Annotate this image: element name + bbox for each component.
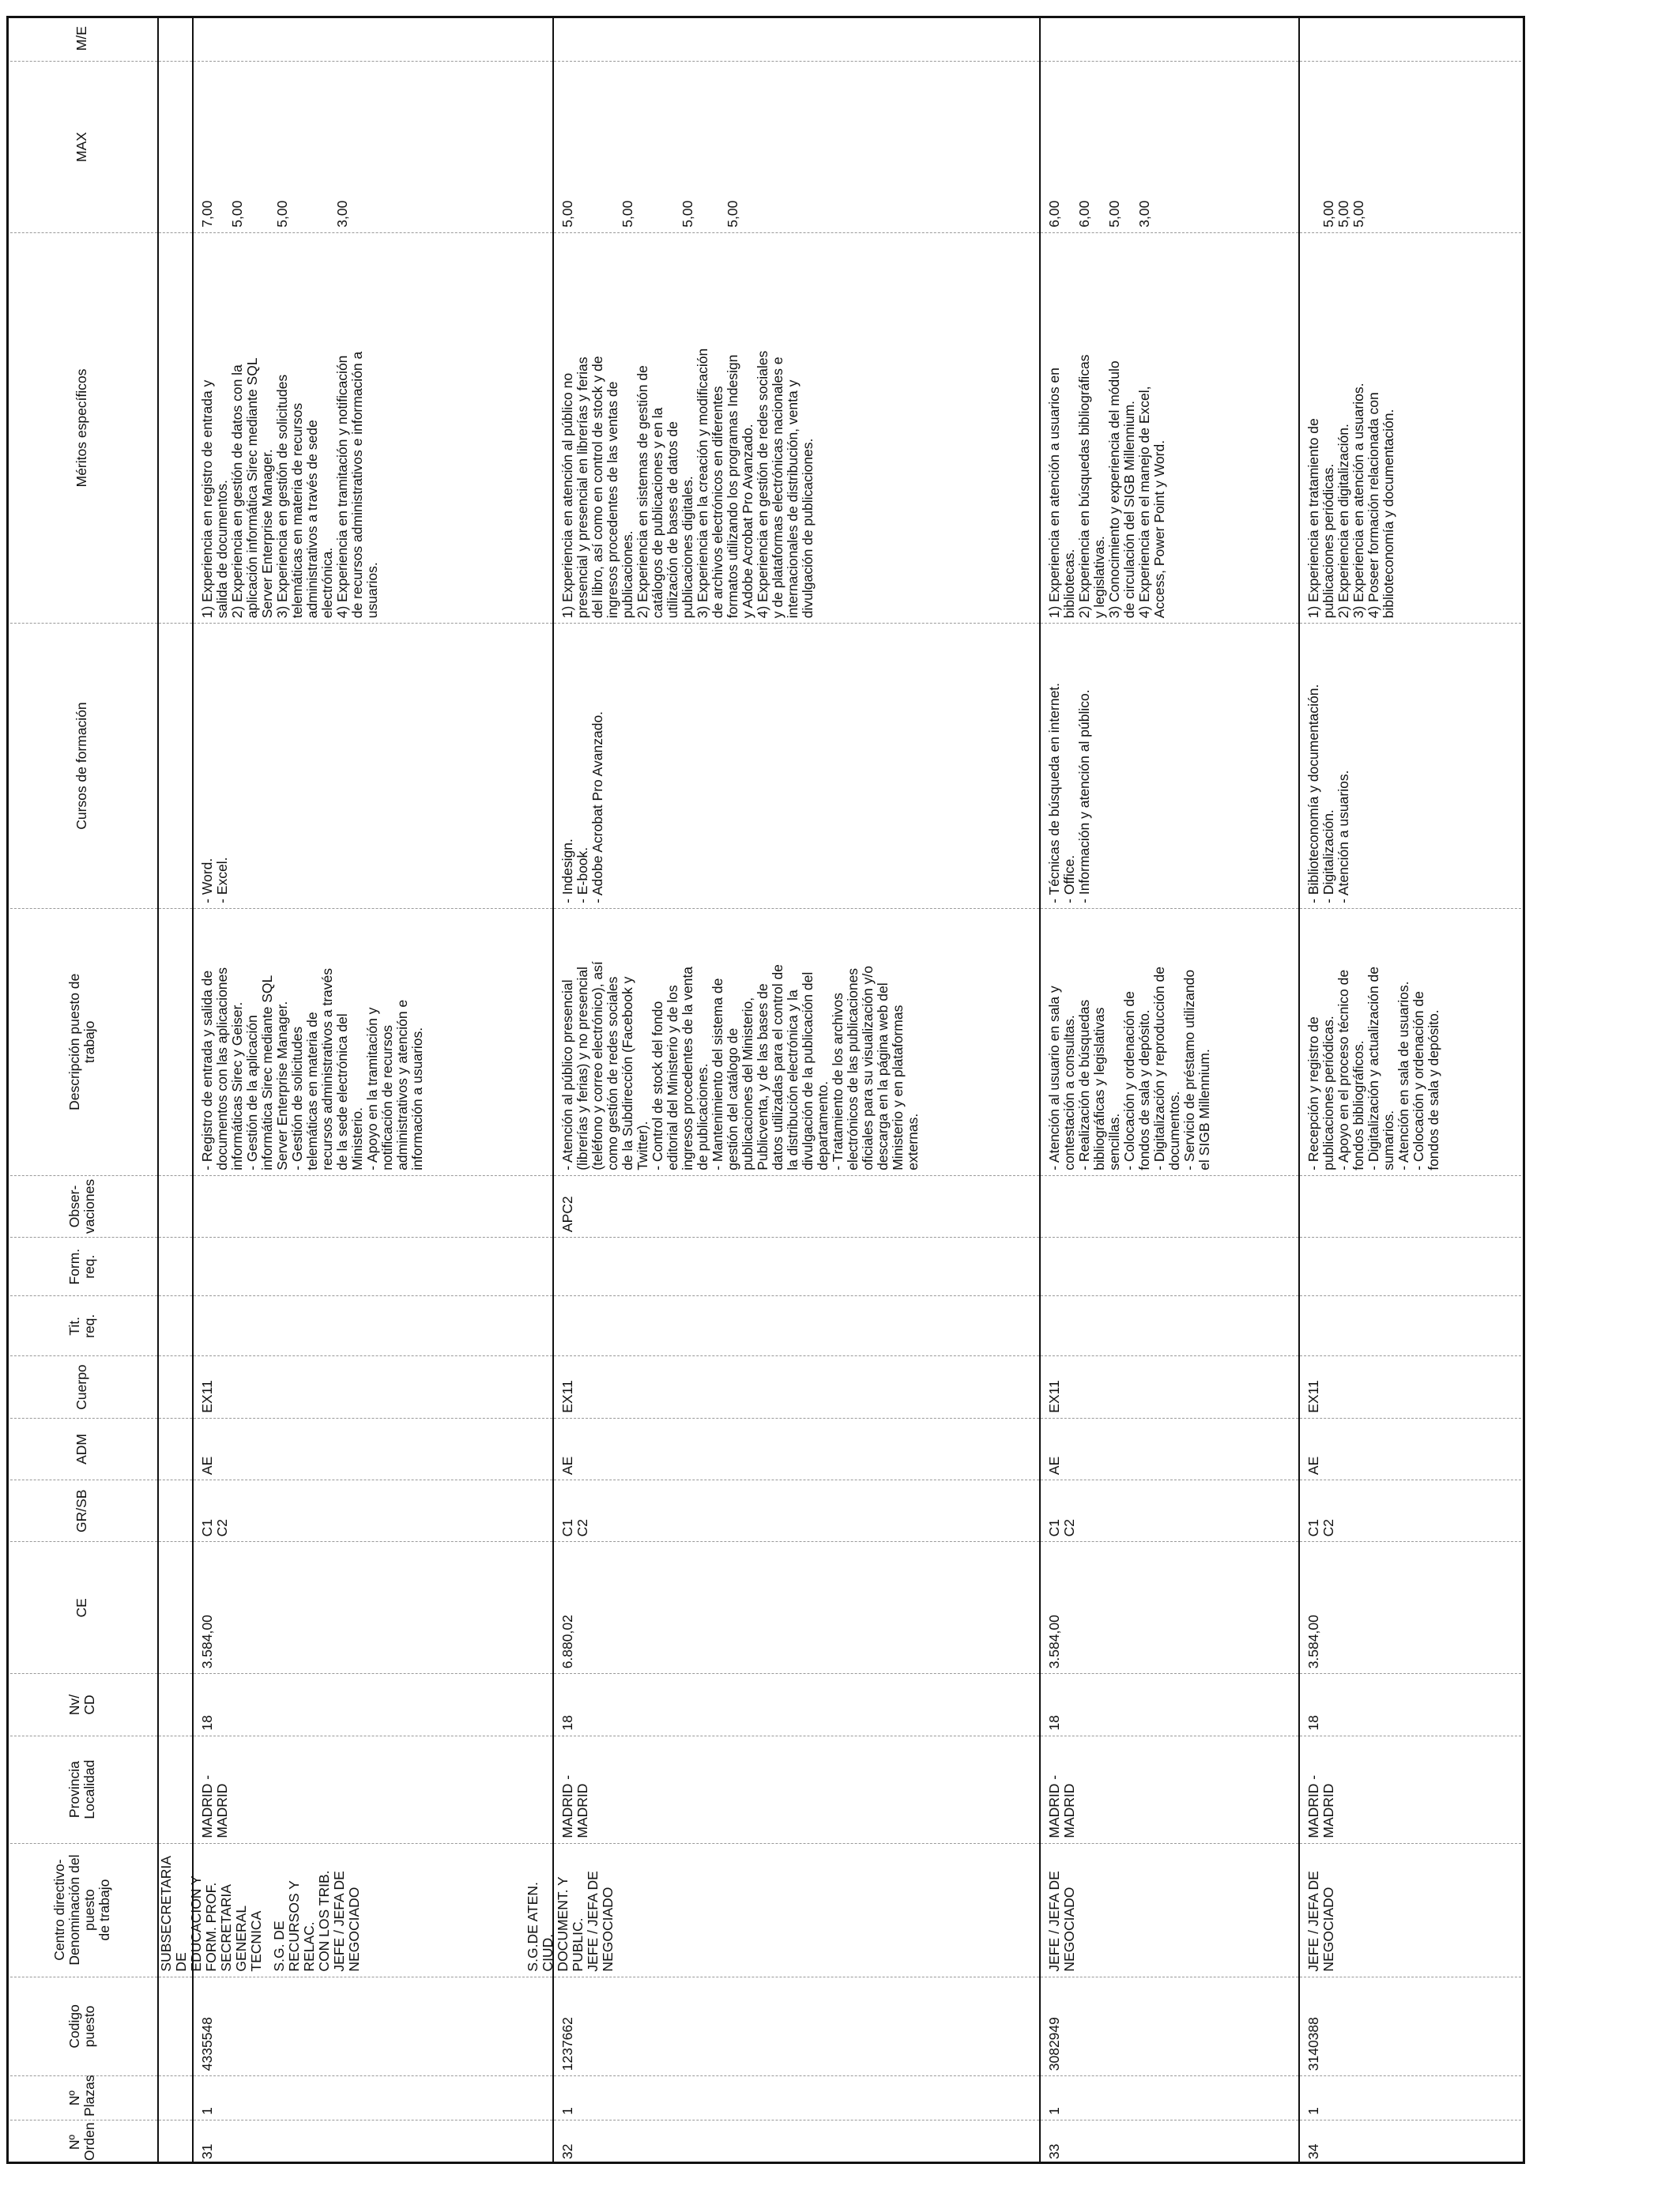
- descripcion-cell: - Atención al usuario en sala y contestación a consultas. - Realización de búsquedas bibliográficas y legislativas sencillas. - Colocación y ordenación de fondos de sala y depósito. - Digitalización y reproducción de documentos. - Servicio de préstamo utilizando el SIGB Millennium.: [1040, 908, 1299, 1175]
- meritos-cell: 1) Experiencia en atención a usuarios en bibliotecas. 2) Experiencia en búsquedas bibliográficas y legislativas. 3) Conocimiento y experiencia del módulo de circulación del SIGB Millennium. 4) Experiencia en el manejo de Excel, Access, Power Point y Word.: [1040, 232, 1299, 624]
- adm-cell: AE: [553, 1418, 1040, 1480]
- codigo-cell: 3140388: [1299, 1977, 1525, 2076]
- descripcion-cell: - Registro de entrada y salida de documentos con las aplicaciones informáticas Sirec y Geiser. - Gestión de la aplicación informática Sirec mediante SQL Server Enterprise Manager. - Gestión de solicitudes telemáticas en materia de recursos administrativos a través de la sede electrónica del Ministerio. - Apoyo en la tramitación y notificación de recursos administrativos y atención e información a usuarios.: [193, 908, 553, 1175]
- meritos-cell: 1) Experiencia en tratamiento de publicaciones periódicas. 2) Experiencia en digitalización. 3) Experiencia en atención a usuarios. 4) Poseer formación relacionada con biblioteconomía y documentación.: [1299, 232, 1525, 624]
- header-ce: CE: [6, 1542, 158, 1674]
- codigo-cell: 3082949: [1040, 1977, 1299, 2076]
- codigo-cell: 1237662: [553, 1977, 1040, 2076]
- puesto-label: JEFE / JEFA DE NEGOCIADO: [1040, 1843, 1299, 1977]
- header-me: M/E: [6, 16, 158, 62]
- header-row: [6, 16, 158, 2164]
- adm-cell: AE: [193, 1418, 553, 1480]
- centro-cell: [158, 1843, 553, 1977]
- header-descripcion: Descripción puesto de trabajo: [6, 908, 158, 1175]
- form-cell: [1040, 1238, 1299, 1296]
- cuerpo-cell: EX11: [193, 1356, 553, 1418]
- descripcion-cell: - Atención al público presencial (librerías y ferias) y no presencial (teléfono y correo electrónico), así como gestión de redes sociales de la Subdirección (Facebook y Twitter). - Control de stock del fondo editorial del Ministerio y de los ingresos procedentes de la venta de publicaciones. - Mantenimiento del sistema de gestión del catálogo de publicaciones del Ministerio, Publicventa, y de las bases de datos utilizadas para el control de la distribución electrónica y la divulgación de la publicación del departamento. - Tratamiento de los archivos electrónicos de las publicaciones oficiales para su visualización y/o descarga en la página web del Ministerio y en plataformas externas.: [553, 908, 1040, 1175]
- plazas-cell: 1: [1299, 2076, 1525, 2120]
- provincia-cell: MADRID - MADRID: [1040, 1736, 1299, 1843]
- header-obs: Obser- vaciones: [6, 1175, 158, 1237]
- header-plazas: Nº Plazas: [6, 2076, 158, 2120]
- table-row: [553, 16, 1040, 2164]
- plazas-cell: 1: [1040, 2076, 1299, 2120]
- header-form: Form. req.: [6, 1238, 158, 1296]
- adm-cell: AE: [1299, 1418, 1525, 1480]
- max-cell: 5,00 5,00 5,00 5,00: [553, 62, 1040, 232]
- puesto-label: JEFE / JEFA DE NEGOCIADO: [331, 1871, 362, 1972]
- grupo-cell: C1 C2: [553, 1480, 1040, 1542]
- provincia-cell: MADRID - MADRID: [193, 1736, 553, 1843]
- header-provincia: Provincia Localidad: [6, 1736, 158, 1843]
- header-orden: Nº Orden: [6, 2120, 158, 2164]
- header-cursos: Cursos de formación: [6, 624, 158, 909]
- cuerpo-cell: EX11: [1299, 1356, 1525, 1418]
- obs-cell: [1299, 1175, 1525, 1237]
- provincia-cell: MADRID - MADRID: [553, 1736, 1040, 1843]
- me-cell: [1040, 16, 1299, 62]
- max-cell: 6,00 6,00 5,00 3,00: [1040, 62, 1299, 232]
- obs-cell: APC2: [553, 1175, 1040, 1237]
- tit-cell: [1040, 1296, 1299, 1356]
- subunit-label: S.G. DE RECURSOS Y RELAC. CON LOS TRIB.: [271, 1870, 332, 1972]
- orden-cell: 31: [193, 2120, 553, 2164]
- header-cuerpo: Cuerpo: [6, 1356, 158, 1418]
- grupo-cell: C1 C2: [1040, 1480, 1299, 1542]
- puesto-label: JEFE / JEFA DE NEGOCIADO: [585, 1871, 616, 1972]
- grupo-cell: C1 C2: [1299, 1480, 1525, 1542]
- ce-cell: 3.584,00: [1299, 1542, 1525, 1674]
- obs-cell: [1040, 1175, 1299, 1237]
- me-cell: [1299, 16, 1525, 62]
- centro-directivo-label: SUBSECRETARIA DE EDUCACION Y FORM. PROF. SECRETARIA GENERAL TECNICA: [158, 1857, 264, 1972]
- header-nivel: Nv/ CD: [6, 1674, 158, 1736]
- me-cell: [553, 16, 1040, 62]
- puesto-label: JEFE / JEFA DE NEGOCIADO: [1299, 1843, 1525, 1977]
- cursos-cell: - Técnicas de búsqueda en internet. - Office. - Información y atención al público.: [1040, 624, 1299, 909]
- provincia-cell: MADRID - MADRID: [1299, 1736, 1525, 1843]
- vacancy-table: [6, 16, 1525, 2164]
- form-cell: [193, 1238, 553, 1296]
- header-adm: ADM: [6, 1418, 158, 1480]
- max-cell: 5,00 5,00 5,00: [1299, 62, 1525, 232]
- cuerpo-cell: EX11: [553, 1356, 1040, 1418]
- table-row: [1040, 16, 1299, 2164]
- header-codigo: Codigo puesto: [6, 1977, 158, 2076]
- ce-cell: 6.880,02: [553, 1542, 1040, 1674]
- ce-cell: 3.584,00: [1040, 1542, 1299, 1674]
- ce-cell: 3.584,00: [193, 1542, 553, 1674]
- header-max: MAX: [6, 62, 158, 232]
- cuerpo-cell: EX11: [1040, 1356, 1299, 1418]
- me-cell: [193, 16, 553, 62]
- orden-cell: 33: [1040, 2120, 1299, 2164]
- cursos-cell: - Word. - Excel.: [193, 624, 553, 909]
- cursos-cell: - Indesign. - E-book. - Adobe Acrobat Pro Avanzado.: [553, 624, 1040, 909]
- band-row: [158, 16, 193, 2164]
- codigo-cell: 4335548: [193, 1977, 553, 2076]
- subunit-label: S.G.DE ATEN. CIUD. DOCUMENT. Y PUBLIC.: [525, 1876, 586, 1972]
- table-row: [193, 16, 553, 2164]
- nivel-cell: 18: [193, 1674, 553, 1736]
- header-meritos: Méritos específicos: [6, 232, 158, 624]
- cursos-cell: - Biblioteconomía y documentación. - Digitalización. - Atención a usuarios.: [1299, 624, 1525, 909]
- obs-cell: [193, 1175, 553, 1237]
- table-row: [1299, 16, 1525, 2164]
- nivel-cell: 18: [1299, 1674, 1525, 1736]
- meritos-cell: 1) Experiencia en registro de entrada y salida de documentos. 2) Experiencia en gestión de datos con la aplicación informática Sirec mediante SQL Server Enterprise Manager. 3) Experiencia en gestión de solicitudes telemáticas en materia de recursos administrativos a través de sede electrónica. 4) Experiencia en tramitación y notificación de recursos administrativos e información a usuarios.: [193, 232, 553, 624]
- header-grupo: GR/SB: [6, 1480, 158, 1542]
- nivel-cell: 18: [553, 1674, 1040, 1736]
- orden-cell: 34: [1299, 2120, 1525, 2164]
- orden-cell: 32: [553, 2120, 1040, 2164]
- plazas-cell: 1: [553, 2076, 1040, 2120]
- grupo-cell: C1 C2: [193, 1480, 553, 1542]
- max-cell: 7,00 5,00 5,00 3,00: [193, 62, 553, 232]
- adm-cell: AE: [1040, 1418, 1299, 1480]
- plazas-cell: 1: [193, 2076, 553, 2120]
- form-cell: [553, 1238, 1040, 1296]
- tit-cell: [193, 1296, 553, 1356]
- nivel-cell: 18: [1040, 1674, 1299, 1736]
- header-tit: Tit. req.: [6, 1296, 158, 1356]
- tit-cell: [553, 1296, 1040, 1356]
- centro-cell: [525, 1843, 1040, 1977]
- meritos-cell: 1) Experiencia en atención al público no presencial y presencial en librerías y ferias del libro, así como en control de stock y de ingresos procedentes de las ventas de publicaciones. 2) Experiencia en sistemas de gestión de catálogos de publicaciones y en la utilización de bases de datos de publicaciones digitales. 3) Experiencia en la creación y modificación de archivos electrónicos en diferentes formatos utilizando los programas Indesign y Adobe Acrobat Pro Avanzado. 4) Experiencia en gestión de redes sociales y de plataformas electrónicas nacionales e internacionales de distribución, venta y divulgación de publicaciones.: [553, 232, 1040, 624]
- form-cell: [1299, 1238, 1525, 1296]
- header-centro: Centro directivo- Denominación del puesto de trabajo: [6, 1843, 158, 1977]
- descripcion-cell: - Recepción y registro de publicaciones periódicas. - Apoyo en el proceso técnico de fondos bibliográficos. - Digitalización y actualización de sumarios. - Atención en sala de usuarios. - Colocación y ordenación de fondos de sala y depósito.: [1299, 908, 1525, 1175]
- tit-cell: [1299, 1296, 1525, 1356]
